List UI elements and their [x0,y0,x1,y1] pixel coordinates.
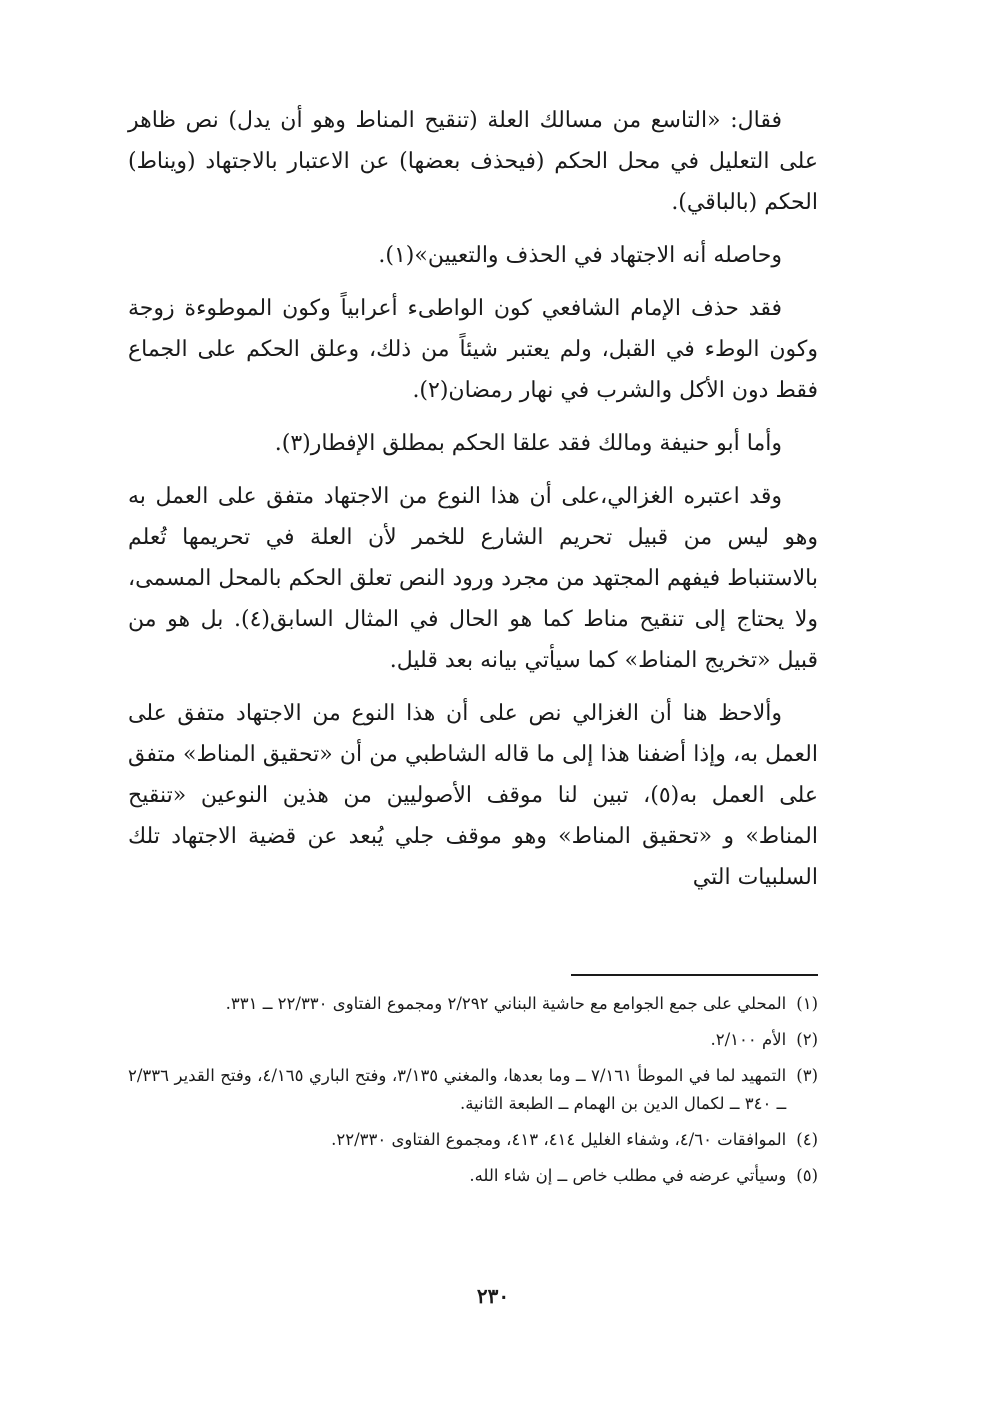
main-text [128,100,818,910]
footnote-number: (٢) [796,1030,818,1049]
footnote-text: الأم ٢/١٠٠. [710,1030,787,1049]
footnote-5 [128,1162,818,1190]
footnote-text: وسيأتي عرضه في مطلب خاص ــ إن شاء الله. [469,1166,787,1185]
footnote-text: المحلي على جمع الجوامع مع حاشية البناني ٢/٢٩٢ ومجموع الفتاوى ٢٢/٣٣٠ ــ ٣٣١. [225,994,787,1013]
footnote-text: الموافقات ٤/٦٠، وشفاء الغليل ٤١٤، ٤١٣، ومجموع الفتاوى ٢٢/٣٣٠. [331,1130,787,1149]
footnote-number: (٤) [796,1130,818,1149]
footnote-separator [571,974,818,976]
footnote-2 [128,1026,818,1054]
footnotes [128,990,818,1198]
footnote-text: التمهيد لما في الموطأ ٧/١٦١ ــ وما بعدها، والمغني ٣/١٣٥، وفتح الباري ٤/١٦٥، وفتح القدير ٢/٣٣٦ ــ ٣٤٠ ــ لكمال الدين بن الهمام ــ الطبعة الثانية. [128,1066,787,1113]
paragraph-1: فقال: «التاسع من مسالك العلة (تنقيح المناط وهو أن يدل) نص ظاهر على التعليل في محل الحكم (فيحذف بعضها) عن الاعتبار بالاجتهاد (ويناط) الحكم (بالباقي). [128,108,818,215]
footnote-number: (١) [796,994,818,1013]
page-number: ٢٣٠ [476,1284,510,1308]
footnote-1 [128,990,818,1018]
paragraph-6: وألاحظ هنا أن الغزالي نص على أن هذا النوع من الاجتهاد متفق على العمل به، وإذا أضفنا هذا إلى ما قاله الشاطبي من أن «تحقيق المناط» متفق على العمل به(٥)، تبين لنا موقف الأصوليين من هذين النوعين «تنقيح المناط» و «تحقيق المناط» وهو موقف جلي يُبعد عن قضية الاجتهاد تلك السلبيات التي [128,701,818,890]
paragraph-2: وحاصله أنه الاجتهاد في الحذف والتعيين»(١). [378,243,782,268]
paragraph-5: وقد اعتبره الغزالي،على أن هذا النوع من الاجتهاد متفق على العمل به وهو ليس من قبيل تحريم الشارع للخمر لأن العلة في تحريمها تُعلم بالاستنباط فيفهم المجتهد من مجرد ورود النص تعلق الحكم بالمحل المسمى، ولا يحتاج إلى تنقيح مناط كما هو الحال في المثال السابق(٤). بل هو من قبيل «تخريج المناط» كما سيأتي بيانه بعد قليل. [128,484,818,673]
footnote-4 [128,1126,818,1154]
footnote-number: (٥) [796,1166,818,1185]
footnote-3 [128,1062,818,1118]
footnote-number: (٣) [796,1066,818,1085]
paragraph-4: وأما أبو حنيفة ومالك فقد علقا الحكم بمطلق الإفطار(٣). [274,431,782,456]
paragraph-3: فقد حذف الإمام الشافعي كون الواطىء أعرابياً وكون الموطوءة زوجة وكون الوطء في القبل، ولم يعتبر شيئاً من ذلك، وعلق الحكم على الجماع فقط دون الأكل والشرب في نهار رمضان(٢). [128,296,818,403]
